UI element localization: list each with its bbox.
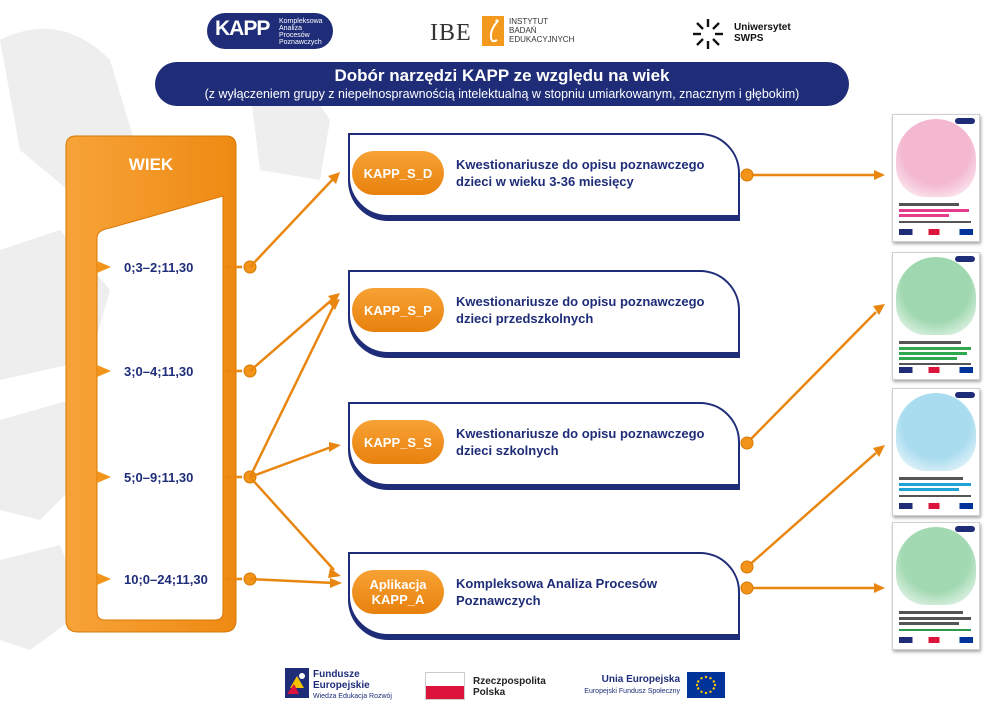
tool-code-pill: KAPP_S_S [352,420,444,464]
cover-footer-logos [899,229,973,235]
tool-kapp-s-p [348,270,740,354]
age-range-4: 10;0–24;11,30 [124,572,208,587]
tool-kapp-s-s [348,402,740,486]
connector-dot [741,437,753,449]
age-notch [97,471,111,483]
tool-code-pill: KAPP_S_D [352,151,444,195]
cover-thumbnail [892,252,980,380]
fundusze-europejskie-logo: Fundusze Europejskie Wiedza Edukacja Rozwój [285,668,309,703]
cover-footer-logos [899,637,973,643]
tool-description: Kwestionariusze do opisu poznawczego dzieci w wieku 3-36 miesięcy [456,157,705,189]
ibe-logo-text: INSTYTUT BADAŃ EDUKACYJNYCH [509,17,575,44]
tool-description: Kompleksowa Analiza Procesów Poznawczych [456,576,658,608]
age-column-frame [66,136,236,632]
age-range-3: 5;0–9;11,30 [124,470,194,485]
swps-logo-text: Uniwersytet SWPS [734,22,791,44]
tool-kapp-s-d [348,133,740,217]
page-subtitle: (z wyłączeniem grupy z niepełnosprawnością intelektualną w stopniu umiarkowanym, znacznym i głębokim) [204,87,800,101]
cover-thumbnail [892,522,980,650]
brain-illustration [896,393,976,471]
age-range-1: 0;3–2;11,30 [124,260,194,275]
fe-logo-icon [285,668,309,698]
tool-code-pill: KAPP_S_P [352,288,444,332]
tool-code-pill: Aplikacja KAPP_A [352,570,444,614]
poland-flag-icon [425,672,465,700]
cover-thumbnail [892,388,980,516]
connector-dot [741,169,753,181]
brain-illustration [896,119,976,197]
age-column-label: WIEK [128,155,174,174]
kapp-logo-mark: KAPP [215,17,270,40]
tool-description: Kwestionariusze do opisu poznawczego dzieci szkolnych [456,426,705,458]
cover-footer-logos [899,503,973,509]
page-title: Dobór narzędzi KAPP ze względu na wiek [334,66,670,85]
connector-dot [741,561,753,573]
age-range-2: 3;0–4;11,30 [124,364,194,379]
age-notch [97,261,111,273]
tool-kapp-a [348,552,740,636]
connector-dot [741,582,753,594]
brain-illustration [896,257,976,335]
cover-footer-logos [899,367,973,373]
eu-flag-icon [687,672,725,698]
brain-illustration [896,527,976,605]
age-notch [97,365,111,377]
tool-description: Kwestionariusze do opisu poznawczego dzieci przedszkolnych [456,294,705,326]
kapp-logo-text: Kompleksowa Analiza Procesów Poznawczych [279,18,323,46]
age-notch [97,573,111,585]
ibe-logo-mark: IBE [430,20,472,46]
cover-thumbnail [892,114,980,242]
